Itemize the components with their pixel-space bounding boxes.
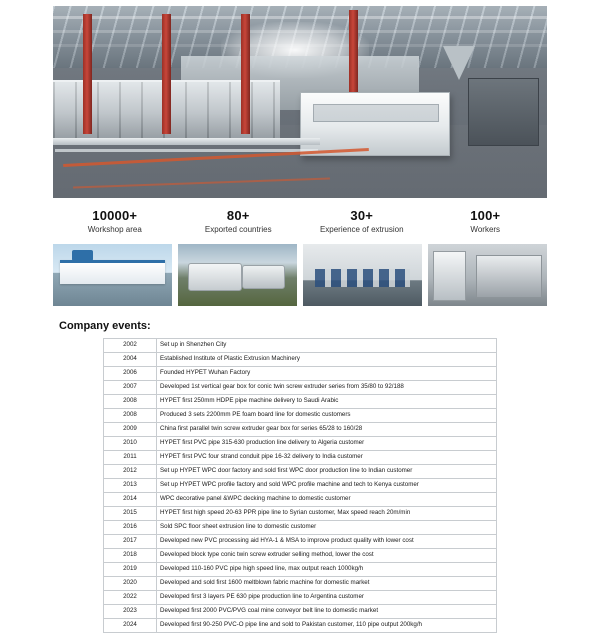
event-year: 2004 [104,353,157,367]
event-year: 2020 [104,577,157,591]
table-row [104,493,497,507]
event-description: HYPET first high speed 20-63 PPR pipe line to Syrian customer, Max speed reach 20m/min [157,507,497,521]
table-row [104,423,497,437]
event-year: 2012 [104,465,157,479]
thumbnail-office-workspace [303,244,422,306]
table-row [104,521,497,535]
event-description: Produced 3 sets 2200mm PE foam board line for domestic customers [157,409,497,423]
table-row [104,507,497,521]
table-row [104,549,497,563]
event-description: Developed 110-160 PVC pipe high speed line, max output reach 1000kg/h [157,563,497,577]
event-year: 2010 [104,437,157,451]
event-year: 2017 [104,535,157,549]
event-description: Set up HYPET WPC profile factory and sold WPC profile machine and tech to Kenya customer [157,479,497,493]
table-row [104,381,497,395]
thumbnail-company-bus [178,244,297,306]
hero-factory-image [53,6,547,198]
table-row [104,605,497,619]
event-year: 2022 [104,591,157,605]
event-description: Developed 1st vertical gear box for conic twin screw extruder series from 35/80 to 92/188 [157,381,497,395]
stat-label: Exported countries [204,225,272,234]
event-description: HYPET first PVC four strand conduit pipe 16-32 delivery to India customer [157,451,497,465]
table-row [104,577,497,591]
table-row [104,465,497,479]
table-row [104,409,497,423]
event-description: Sold SPC floor sheet extrusion line to domestic customer [157,521,497,535]
event-year: 2018 [104,549,157,563]
control-unit [468,78,539,146]
event-year: 2006 [104,367,157,381]
event-description: Set up HYPET WPC door factory and sold first WPC door production line to Indian customer [157,465,497,479]
support-column-icon [83,14,92,134]
table-row [104,479,497,493]
event-description: HYPET first PVC pipe 315-630 production line delivery to Algeria customer [157,437,497,451]
support-column-icon [162,14,171,134]
stat-value: 10000+ [92,208,138,223]
extruder-machine [300,92,450,156]
event-description: WPC decorative panel &WPC decking machine to domestic customer [157,493,497,507]
event-year: 2023 [104,605,157,619]
stat-value: 100+ [470,208,501,223]
pipe-run [53,138,320,145]
table-row [104,451,497,465]
event-description: Set up in Shenzhen City [157,339,497,353]
event-description: Developed first 3 layers PE 630 pipe production line to Argentina customer [157,591,497,605]
support-column-icon [241,14,250,134]
event-year: 2008 [104,409,157,423]
thumbnail-row [53,244,547,306]
table-row [104,437,497,451]
stat-item [424,208,548,234]
stat-label: Workers [470,225,501,234]
event-description: Established Institute of Plastic Extrusion Machinery [157,353,497,367]
company-events-table [103,338,497,633]
company-events-title: Company events: [59,320,151,332]
event-year: 2013 [104,479,157,493]
hopper-icon [443,46,475,80]
event-description: Developed block type conic twin screw extruder selling method, lower the cost [157,549,497,563]
table-row [104,535,497,549]
event-description: Founded HYPET Wuhan Factory [157,367,497,381]
thumbnail-office-building [53,244,172,306]
event-description: Developed new PVC processing aid HYA-1 & MSA to improve product quality with lower cost [157,535,497,549]
stat-value: 80+ [226,208,250,223]
table-row [104,339,497,353]
table-row [104,591,497,605]
event-year: 2016 [104,521,157,535]
event-year: 2015 [104,507,157,521]
stat-item [177,208,301,234]
event-year: 2011 [104,451,157,465]
event-description: HYPET first 250mm HDPE pipe machine delivery to Saudi Arabic [157,395,497,409]
event-year: 2002 [104,339,157,353]
event-year: 2014 [104,493,157,507]
event-year: 2008 [104,395,157,409]
stat-label: Workshop area [87,225,142,234]
event-description: Developed and sold first 1600 meltblown fabric machine for domestic market [157,577,497,591]
event-description: Developed first 90-250 PVC-O pipe line and sold to Pakistan customer, 110 pipe output 200kg/h [157,619,497,633]
hero-image-scene [53,6,547,198]
stats-row [53,208,547,234]
stat-label: Experience of extrusion [319,225,404,234]
event-description: China first parallel twin screw extruder gear box for series 65/28 to 160/28 [157,423,497,437]
table-row [104,395,497,409]
event-year: 2007 [104,381,157,395]
stat-item [53,208,177,234]
floor-marking-line [73,178,330,189]
table-row [104,353,497,367]
event-description: Developed first 2000 PVC/PVG coal mine conveyor belt line to domestic market [157,605,497,619]
table-row [104,563,497,577]
event-year: 2024 [104,619,157,633]
event-year: 2019 [104,563,157,577]
thumbnail-production-machine [428,244,547,306]
table-row [104,367,497,381]
table-row [104,619,497,633]
stat-item [300,208,424,234]
stat-value: 30+ [350,208,374,223]
floor-marking-line [63,148,369,167]
event-year: 2009 [104,423,157,437]
